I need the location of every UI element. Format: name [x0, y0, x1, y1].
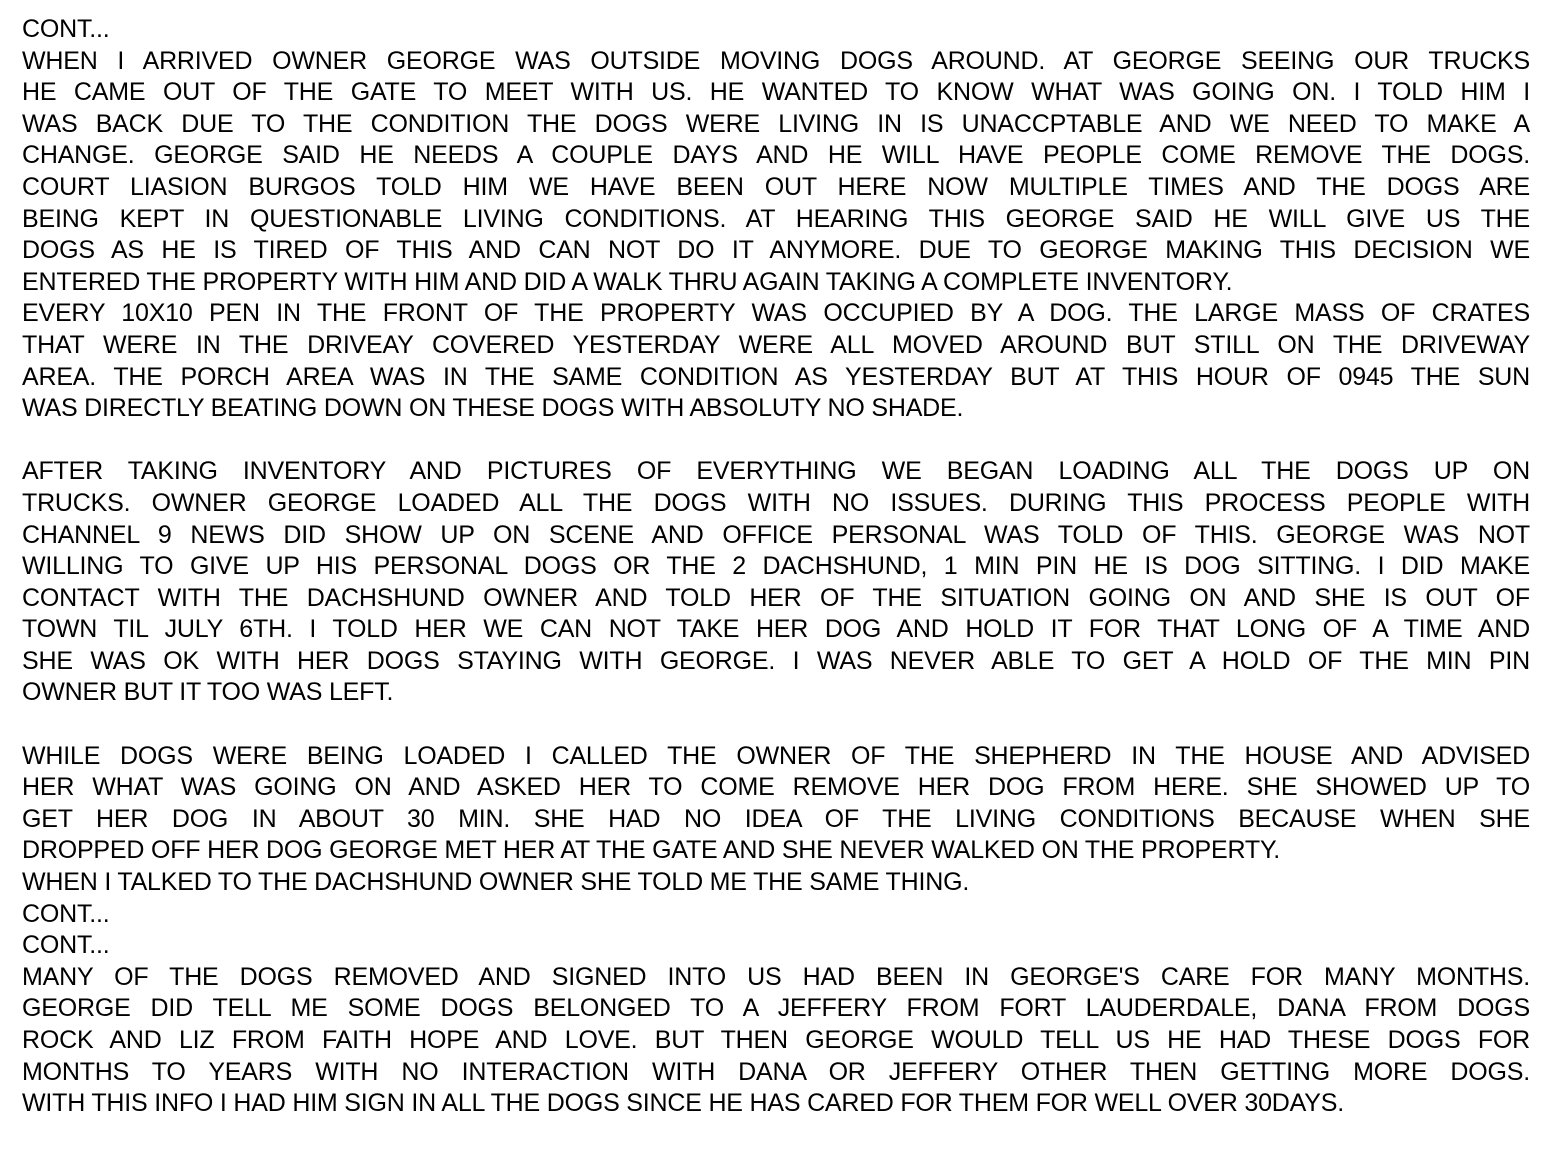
- blank-line: [22, 709, 1530, 741]
- text-line: DOGS AS HE IS TIRED OF THIS AND CAN NOT DO IT ANYMORE. DUE TO GEORGE MAKING THIS DECISION WE: [22, 236, 1530, 265]
- text-line: OWNER BUT IT TOO WAS LEFT.: [22, 678, 394, 707]
- text-line: CHANNEL 9 NEWS DID SHOW UP ON SCENE AND OFFICE PERSONAL WAS TOLD OF THIS. GEORGE WAS NOT: [22, 520, 1530, 549]
- text-line: HER WHAT WAS GOING ON AND ASKED HER TO COME REMOVE HER DOG FROM HERE. SHE SHOWED UP TO: [22, 773, 1530, 802]
- report-page: [22, 14, 1530, 1120]
- text-line: MONTHS TO YEARS WITH NO INTERACTION WITH DANA OR JEFFERY OTHER THEN GETTING MORE DOGS.: [22, 1057, 1530, 1086]
- text-line: ENTERED THE PROPERTY WITH HIM AND DID A WALK THRU AGAIN TAKING A COMPLETE INVENTORY.: [22, 267, 1233, 296]
- text-line: CONT...: [22, 15, 110, 43]
- text-line: GEORGE DID TELL ME SOME DOGS BELONGED TO A JEFFERY FROM FORT LAUDERDALE, DANA FROM DOGS: [22, 994, 1530, 1023]
- text-line: AREA. THE PORCH AREA WAS IN THE SAME CONDITION AS YESTERDAY BUT AT THIS HOUR OF 0945 THE SUN: [22, 362, 1530, 391]
- text-line: AFTER TAKING INVENTORY AND PICTURES OF EVERYTHING WE BEGAN LOADING ALL THE DOGS UP ON: [22, 457, 1530, 486]
- text-line: HE CAME OUT OF THE GATE TO MEET WITH US. HE WANTED TO KNOW WHAT WAS GOING ON. I TOLD HIM I: [22, 78, 1530, 107]
- blank-line: [22, 425, 1530, 457]
- text-line: ROCK AND LIZ FROM FAITH HOPE AND LOVE. BUT THEN GEORGE WOULD TELL US HE HAD THESE DOGS FOR: [22, 1026, 1530, 1054]
- text-line: EVERY 10X10 PEN IN THE FRONT OF THE PROPERTY WAS OCCUPIED BY A DOG. THE LARGE MASS OF CRATES: [22, 299, 1530, 328]
- text-line: WHEN I TALKED TO THE DACHSHUND OWNER SHE TOLD ME THE SAME THING.: [22, 868, 970, 897]
- text-line: THAT WERE IN THE DRIVEAY COVERED YESTERDAY WERE ALL MOVED AROUND BUT STILL ON THE DRIVEWAY: [22, 330, 1530, 359]
- text-line: CHANGE. GEORGE SAID HE NEEDS A COUPLE DAYS AND HE WILL HAVE PEOPLE COME REMOVE THE DOGS.: [22, 141, 1530, 170]
- text-line: CONT...: [22, 931, 110, 960]
- text-line: DROPPED OFF HER DOG GEORGE MET HER AT THE GATE AND SHE NEVER WALKED ON THE PROPERTY.: [22, 836, 1280, 865]
- text-line: MANY OF THE DOGS REMOVED AND SIGNED INTO US HAD BEEN IN GEORGE'S CARE FOR MANY MONTHS.: [22, 962, 1530, 991]
- text-line: WHEN I ARRIVED OWNER GEORGE WAS OUTSIDE MOVING DOGS AROUND. AT GEORGE SEEING OUR TRUCKS: [22, 46, 1530, 75]
- text-line: CONT...: [22, 899, 110, 928]
- text-line: WHILE DOGS WERE BEING LOADED I CALLED THE OWNER OF THE SHEPHERD IN THE HOUSE AND ADVISED: [22, 741, 1530, 770]
- text-line: COURT LIASION BURGOS TOLD HIM WE HAVE BEEN OUT HERE NOW MULTIPLE TIMES AND THE DOGS ARE: [22, 172, 1530, 201]
- text-line: BEING KEPT IN QUESTIONABLE LIVING CONDITIONS. AT HEARING THIS GEORGE SAID HE WILL GIVE US THE: [22, 204, 1530, 233]
- text-line: WAS DIRECTLY BEATING DOWN ON THESE DOGS WITH ABSOLUTY NO SHADE.: [22, 394, 964, 423]
- text-line: TOWN TIL JULY 6TH. I TOLD HER WE CAN NOT TAKE HER DOG AND HOLD IT FOR THAT LONG OF A TIME AND: [22, 615, 1530, 644]
- text-line: GET HER DOG IN ABOUT 30 MIN. SHE HAD NO IDEA OF THE LIVING CONDITIONS BECAUSE WHEN SHE: [22, 804, 1530, 833]
- text-line: SHE WAS OK WITH HER DOGS STAYING WITH GEORGE. I WAS NEVER ABLE TO GET A HOLD OF THE MIN PIN: [22, 646, 1530, 675]
- text-line: WAS BACK DUE TO THE CONDITION THE DOGS WERE LIVING IN IS UNACCPTABLE AND WE NEED TO MAKE A: [22, 109, 1530, 138]
- text-line: CONTACT WITH THE DACHSHUND OWNER AND TOLD HER OF THE SITUATION GOING ON AND SHE IS OUT OF: [22, 583, 1530, 612]
- text-line: WITH THIS INFO I HAD HIM SIGN IN ALL THE DOGS SINCE HE HAS CARED FOR THEM FOR WELL OVER 30DAYS.: [22, 1089, 1344, 1118]
- text-line: WILLING TO GIVE UP HIS PERSONAL DOGS OR THE 2 DACHSHUND, 1 MIN PIN HE IS DOG SITTING. I DID MAKE: [22, 552, 1530, 581]
- text-line: TRUCKS. OWNER GEORGE LOADED ALL THE DOGS WITH NO ISSUES. DURING THIS PROCESS PEOPLE WITH: [22, 488, 1530, 517]
